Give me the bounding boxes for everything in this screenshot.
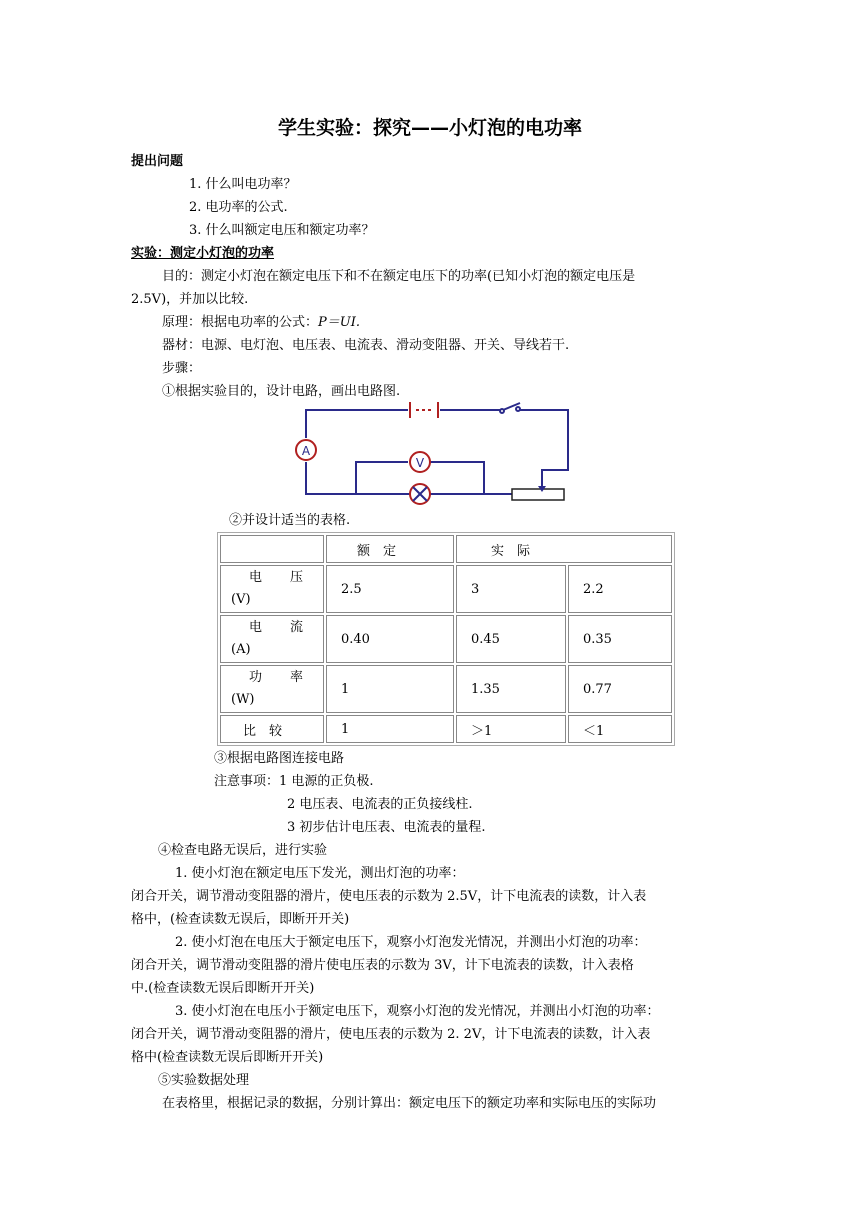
final-line: 在表格里，根据记录的数据，分别计算出：额定电压下的额定功率和实际电压的实际功 [162, 1096, 657, 1111]
row-label-power: 功率 (W) [220, 665, 324, 713]
table-row [220, 715, 672, 743]
sub2-line-1: 闭合开关，调节滑动变阻器的滑片使电压表的示数为 3V，计下电流表的读数，计入表格 [131, 958, 634, 973]
principle-line [162, 311, 360, 334]
circuit-diagram [290, 398, 580, 510]
sub1-line-1: 闭合开关，调节滑动变阻器的滑片，使电压表的示数为 2.5V，计下电流表的读数，计入表 [131, 889, 647, 904]
step-4: ④检查电路无误后，进行实验 [158, 843, 328, 858]
cell: 3 [456, 565, 566, 613]
sub2-title: 2. 使小灯泡在电压大于额定电压下，观察小灯泡发光情况，并测出小灯泡的功率： [175, 935, 647, 950]
sub3-line-1: 闭合开关，调节滑动变阻器的滑片，使电压表的示数为 2. 2V，计下电流表的读数，计入表 [131, 1027, 651, 1042]
page-title: 学生实验：探究——小灯泡的电功率 [277, 117, 582, 139]
ammeter-icon [296, 440, 316, 460]
svg-text:A: A [301, 444, 311, 458]
sub1-line-2: 格中，(检查读数无误后，即断开开关) [131, 912, 350, 927]
table-row [220, 665, 672, 713]
cell: 0.40 [326, 615, 454, 663]
sub3-title: 3. 使小灯泡在电压小于额定电压下，观察小灯泡的发光情况，并测出小灯泡的功率： [175, 1004, 660, 1019]
cell: ＜1 [568, 715, 672, 743]
cell: 2.2 [568, 565, 672, 613]
section-heading-experiment: 实验：测定小灯泡的功率 [131, 246, 275, 261]
cell: 0.45 [456, 615, 566, 663]
principle-label: 原理：根据电功率的公式： [162, 315, 319, 330]
step-2: ②并设计适当的表格. [229, 513, 351, 528]
table-header-blank [220, 535, 324, 563]
notes-line-1: 注意事项：1 电源的正负极. [214, 774, 374, 789]
question-item-2: 2. 电功率的公式. [189, 200, 288, 215]
notes-line-3: 3 初步估计电压表、电流表的量程. [287, 820, 486, 835]
step-3: ③根据电路图连接电路 [214, 751, 345, 766]
sub2-line-2: 中.(检查读数无误后即断开开关) [131, 981, 315, 996]
principle-formula: P＝UI. [318, 315, 360, 330]
purpose-line-1: 目的：测定小灯泡在额定电压下和不在额定电压下的功率(已知小灯泡的额定电压是 [162, 269, 636, 284]
table-header-rated: 额 定 [326, 535, 454, 563]
data-table [217, 532, 675, 746]
row-label-current: 电流 (A) [220, 615, 324, 663]
cell: 2.5 [326, 565, 454, 613]
section-heading-questions: 提出问题 [131, 154, 184, 169]
purpose-line-2: 2.5V)，并加以比较. [131, 292, 249, 307]
voltmeter-icon [410, 452, 430, 472]
cell: 1 [326, 665, 454, 713]
table-header-row [220, 535, 672, 563]
step-1: ①根据实验目的，设计电路，画出电路图. [162, 384, 401, 399]
svg-text:V: V [415, 456, 425, 470]
rheostat-icon [512, 486, 564, 500]
switch-icon [500, 403, 520, 413]
question-item-1: 1. 什么叫电功率？ [189, 177, 297, 192]
steps-label: 步骤： [162, 361, 202, 376]
table-row [220, 615, 672, 663]
cell: 0.77 [568, 665, 672, 713]
cell: 1 [326, 715, 454, 743]
equipment-line: 器材：电源、电灯泡、电压表、电流表、滑动变阻器、开关、导线若干. [162, 338, 570, 353]
table-row [220, 565, 672, 613]
lamp-icon [410, 484, 430, 504]
question-item-3: 3. 什么叫额定电压和额定功率？ [189, 223, 375, 238]
cell: 0.35 [568, 615, 672, 663]
row-label-compare: 比 较 [220, 715, 324, 743]
cell: ＞1 [456, 715, 566, 743]
sub3-line-2: 格中(检查读数无误后即断开开关) [131, 1050, 324, 1065]
row-label-voltage: 电压 (V) [220, 565, 324, 613]
table-header-actual: 实 际 [456, 535, 672, 563]
cell: 1.35 [456, 665, 566, 713]
sub1-title: 1. 使小灯泡在额定电压下发光，测出灯泡的功率： [175, 866, 465, 881]
notes-line-2: 2 电压表、电流表的正负接线柱. [287, 797, 473, 812]
step-5: ⑤实验数据处理 [158, 1073, 250, 1088]
battery-icon [410, 402, 438, 418]
